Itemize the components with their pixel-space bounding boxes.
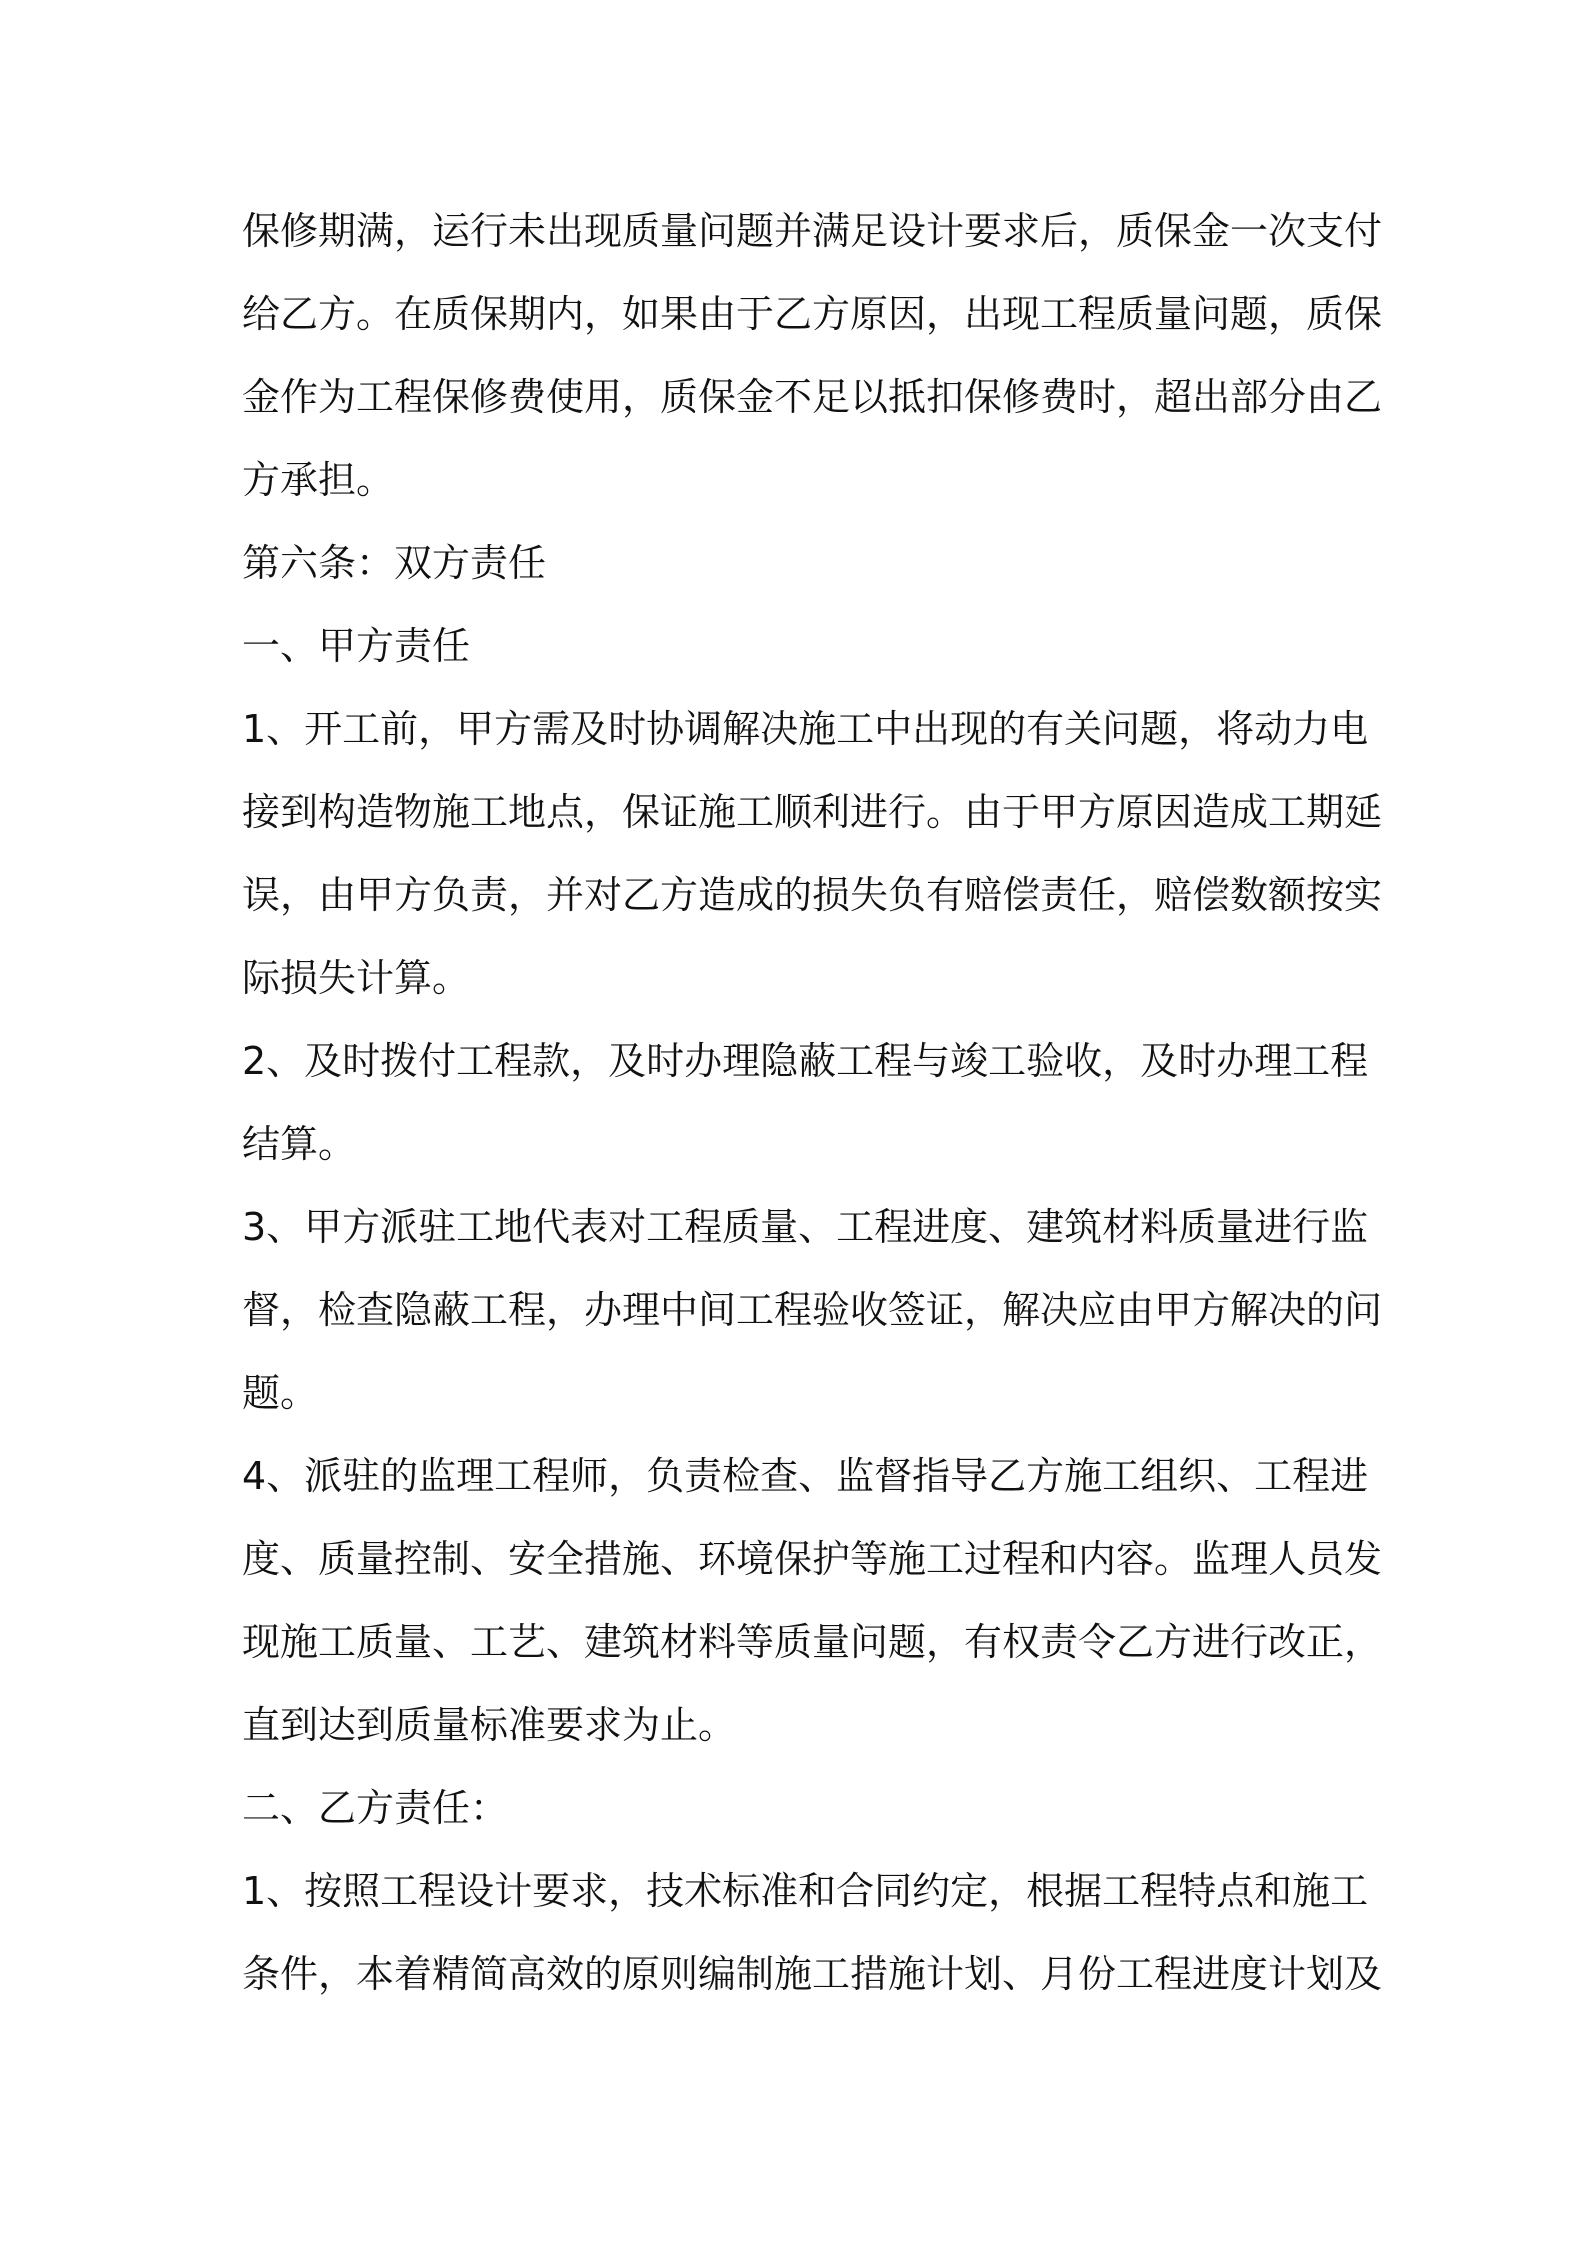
body-line-8: 接到构造物施工地点，保证施工顺利进行。由于甲方原因造成工期延 [242, 790, 1383, 834]
body-line-21: 1、按照工程设计要求，技术标准和合同约定，根据工程特点和施工 [242, 1869, 1369, 1913]
body-line-16: 4、派驻的监理工程师，负责检查、监督指导乙方施工组织、工程进 [242, 1454, 1369, 1498]
body-line-3: 金作为工程保修费使用，质保金不足以抵扣保修费时，超出部分由乙 [242, 375, 1383, 419]
body-line-10: 际损失计算。 [242, 956, 471, 1000]
body-line-19: 直到达到质量标准要求为止。 [242, 1703, 737, 1747]
body-line-15: 题。 [242, 1371, 319, 1415]
body-line-11: 2、及时拨付工程款，及时办理隐蔽工程与竣工验收，及时办理工程 [242, 1039, 1369, 1083]
body-line-9: 误，由甲方负责，并对乙方造成的损失负有赔偿责任，赔偿数额按实 [242, 873, 1383, 917]
subheading-party-b: 二、乙方责任： [242, 1786, 509, 1830]
body-line-14: 督，检查隐蔽工程，办理中间工程验收签证，解决应由甲方解决的问 [242, 1288, 1383, 1332]
body-line-12: 结算。 [242, 1122, 357, 1166]
body-line-4: 方承担。 [242, 458, 395, 502]
body-line-7: 1、开工前，甲方需及时协调解决施工中出现的有关问题，将动力电 [242, 707, 1369, 751]
subheading-party-a: 一、甲方责任 [242, 624, 471, 668]
section-heading-article-6: 第六条：双方责任 [242, 541, 547, 585]
body-line-22: 条件，本着精简高效的原则编制施工措施计划、月份工程进度计划及 [242, 1952, 1383, 1996]
body-line-1: 保修期满，运行未出现质量问题并满足设计要求后，质保金一次支付 [242, 209, 1383, 253]
body-line-17: 度、质量控制、安全措施、环境保护等施工过程和内容。监理人员发 [242, 1537, 1383, 1581]
body-line-13: 3、甲方派驻工地代表对工程质量、工程进度、建筑材料质量进行监 [242, 1205, 1369, 1249]
body-line-2: 给乙方。在质保期内，如果由于乙方原因，出现工程质量问题，质保 [242, 292, 1383, 336]
body-line-18: 现施工质量、工艺、建筑材料等质量问题，有权责令乙方进行改正， [242, 1620, 1383, 1664]
